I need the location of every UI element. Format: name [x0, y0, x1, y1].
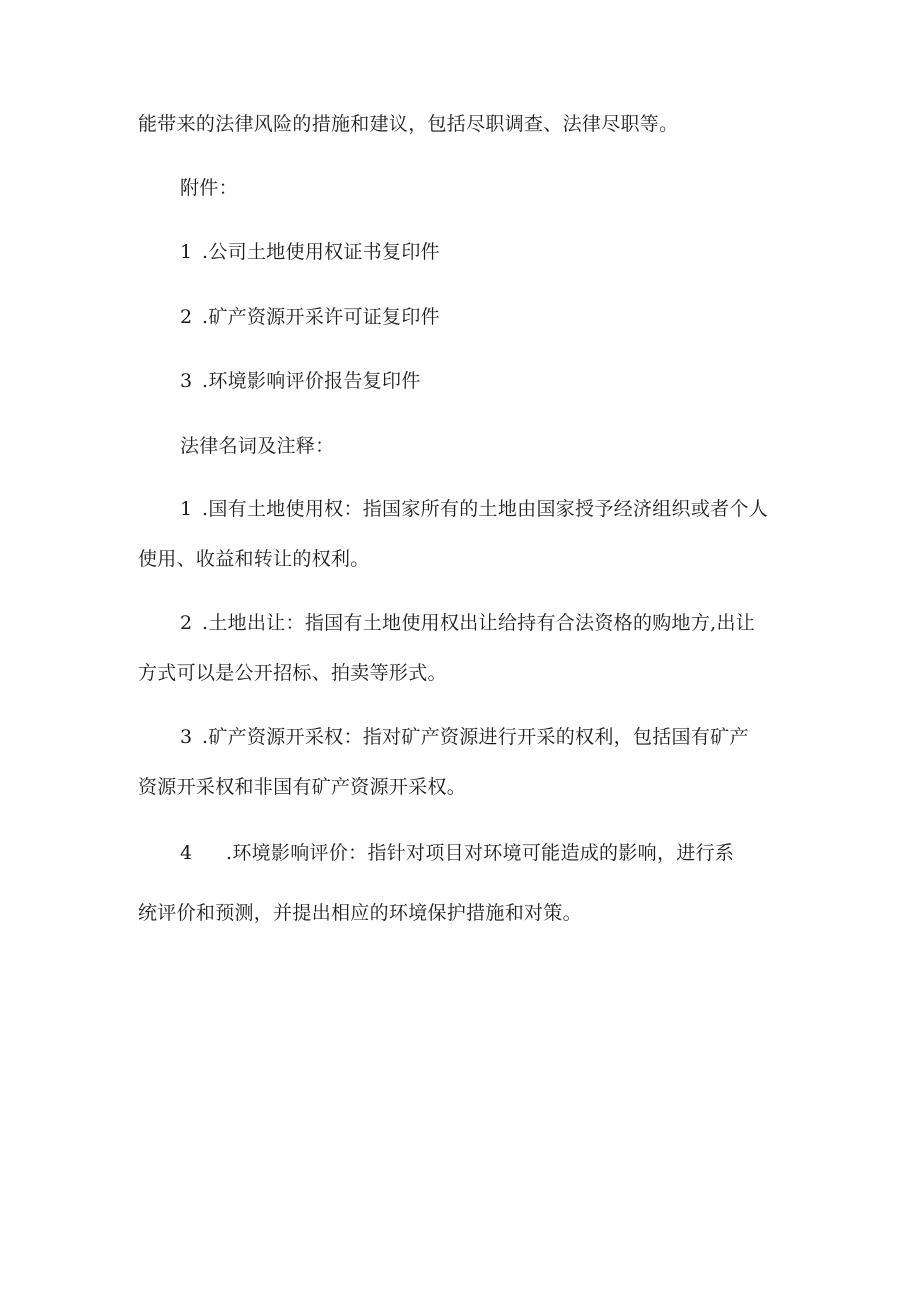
glossary-number: 2 — [180, 612, 193, 634]
glossary-heading: 法律名词及注释： — [180, 435, 335, 457]
attachment-item — [180, 305, 440, 329]
glossary-item-line2: 方式可以是公开招标、拍卖等形式。 — [138, 662, 447, 684]
attachments-heading: 附件： — [180, 177, 238, 199]
glossary-text: .国有土地使用权：指国家所有的土地由国家授予经济组织或者个人 — [202, 498, 769, 520]
glossary-text: .矿产资源开采权：指对矿产资源进行开采的权利，包括国有矿产 — [202, 726, 749, 748]
attachment-item — [180, 240, 440, 264]
attachment-text: .矿产资源开采许可证复印件 — [202, 306, 440, 328]
attachment-number: 3 — [180, 370, 193, 392]
attachment-item — [180, 369, 421, 393]
attachment-number: 2 — [180, 306, 193, 328]
glossary-number: 4 — [180, 842, 193, 864]
glossary-item-line2: 使用、收益和转让的权利。 — [138, 548, 370, 570]
glossary-number: 3 — [180, 726, 193, 748]
glossary-text: .土地出让：指国有土地使用权出让给持有合法资格的购地方,出让 — [202, 612, 756, 634]
glossary-item-line1 — [180, 841, 734, 865]
attachment-text: .环境影响评价报告复印件 — [202, 370, 421, 392]
attachment-number: 1 — [180, 241, 193, 263]
attachment-text: .公司土地使用权证书复印件 — [202, 241, 440, 263]
glossary-number: 1 — [180, 498, 193, 520]
glossary-item-line1 — [180, 725, 749, 749]
glossary-item-line2: 统评价和预测，并提出相应的环境保护措施和对策。 — [138, 902, 582, 924]
continuation-paragraph: 能带来的法律风险的措施和建议，包括尽职调查、法律尽职等。 — [138, 113, 679, 135]
glossary-item-line1 — [180, 611, 755, 635]
glossary-item-line1 — [180, 497, 768, 521]
glossary-item-line2: 资源开采权和非国有矿产资源开采权。 — [138, 776, 467, 798]
glossary-text: .环境影响评价：指针对项目对环境可能造成的影响，进行系 — [226, 842, 735, 864]
